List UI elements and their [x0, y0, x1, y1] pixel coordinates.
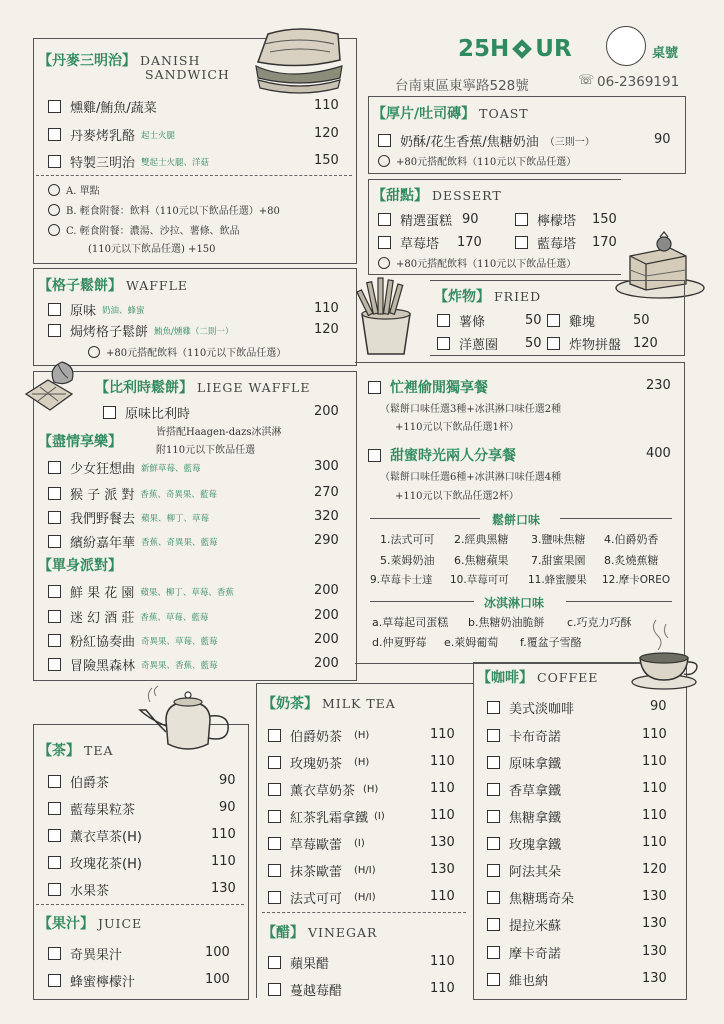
radio[interactable] [48, 224, 60, 236]
checkbox[interactable] [48, 461, 61, 474]
checkbox[interactable] [48, 100, 61, 113]
checkbox[interactable] [368, 381, 381, 394]
price: 230 [646, 378, 671, 393]
phone: 06-2369191 [597, 74, 680, 90]
list-item[interactable]: 伯爵茶 [48, 772, 109, 791]
list-item[interactable]: 少女狂想曲 新鮮草莓、藍莓 [48, 458, 201, 477]
juice-title: 【果汁】 JUICE [38, 916, 143, 932]
flavor-item: 3.鹽味焦糖 [531, 533, 586, 546]
toast-title: 【厚片/吐司磚】 TOAST [372, 106, 529, 122]
price: 130 [642, 944, 667, 959]
price: 110 [430, 808, 455, 823]
list-item[interactable]: 迷 幻 酒 莊 香蕉、草莓、藍莓 [48, 607, 208, 626]
checkbox[interactable] [487, 701, 500, 714]
option-item[interactable]: +80元搭配飲料（110元以下飲品任選） [378, 153, 576, 168]
list-item[interactable]: 鮮 果 花 園 蘋果、柳丁、草莓、香蕉 [48, 582, 234, 601]
checkbox[interactable] [487, 918, 500, 931]
price: 110 [430, 889, 455, 904]
price: 90 [650, 699, 667, 714]
checkbox[interactable] [48, 634, 61, 647]
divider [36, 175, 352, 176]
list-item[interactable]: 丹麥烤乳酪 起士火腿 [48, 125, 175, 144]
set-meal-1[interactable]: 忙裡偷閒獨享餐 [368, 377, 488, 397]
price: 130 [642, 971, 667, 986]
flavor-item: 9.草莓卡士達 [370, 574, 433, 586]
address: 台南東區東寧路528號 [395, 78, 529, 94]
list-item[interactable]: 蘋果醋 [268, 953, 329, 972]
flavor-item: 10.草莓可可 [450, 574, 509, 586]
price: 200 [314, 632, 339, 647]
list-item[interactable]: 洋蔥圈 50 [437, 334, 542, 353]
checkbox[interactable] [103, 406, 116, 419]
checkbox[interactable] [268, 891, 281, 904]
price: 110 [642, 781, 667, 796]
list-item[interactable]: 玫瑰花茶(H) [48, 853, 142, 872]
checkbox[interactable] [547, 314, 560, 327]
option-item[interactable]: B. 輕食附餐：飲料（110元以下飲品任選）+80 [48, 202, 280, 217]
option-note: (110元以下飲品任選) +150 [88, 244, 216, 255]
option-item[interactable]: A. 單點 [48, 182, 100, 197]
waffle-title: 【格子鬆餅】 WAFFLE [38, 278, 189, 294]
price: 110 [642, 754, 667, 769]
checkbox[interactable] [48, 610, 61, 623]
divider [262, 912, 466, 913]
price: 90 [219, 773, 236, 788]
price: 120 [314, 126, 339, 141]
checkbox[interactable] [487, 973, 500, 986]
phone-icon: ☏ [578, 73, 595, 88]
checkbox[interactable] [487, 864, 500, 877]
list-item[interactable]: 法式可可 (H/I) [268, 888, 376, 907]
option-item[interactable]: +80元搭配飲料（110元以下飲品任選） [378, 255, 576, 270]
icecream-flavors-title: 冰淇淋口味 [484, 596, 545, 610]
price: 200 [314, 404, 339, 419]
diamond-logo-icon [510, 37, 534, 61]
list-item[interactable]: 薰衣草奶茶 (H) [268, 780, 378, 799]
liege-note-1: 皆搭配Haagen-dazs冰淇淋 [156, 427, 282, 438]
set-meal-2[interactable]: 甜蜜時光兩人分享餐 [368, 445, 516, 465]
list-item[interactable]: 伯爵奶茶 (H) [268, 726, 369, 745]
checkbox[interactable] [268, 983, 281, 996]
list-item[interactable]: 玫瑰奶茶 (H) [268, 753, 369, 772]
list-item[interactable]: 繽紛嘉年華 香蕉、奇異果、藍莓 [48, 532, 218, 551]
price: 200 [314, 608, 339, 623]
list-item[interactable]: 原味比利時 [103, 403, 190, 422]
list-item[interactable]: 藍莓塔 170 [515, 233, 617, 252]
set-meal-2-desc-2: +110元以下飲品任選2杯） [395, 491, 519, 502]
list-item[interactable]: 粉紅協奏曲 奇異果、草莓、藍莓 [48, 631, 218, 650]
checkbox[interactable] [547, 337, 560, 350]
table-label: 桌號 [652, 46, 679, 61]
flavor-item: a.草莓起司蛋糕 [372, 616, 449, 629]
dessert-title: 【甜點】 DESSERT [372, 188, 502, 204]
price: 90 [219, 800, 236, 815]
flavor-item: 12.摩卡OREO [602, 574, 671, 586]
checkbox[interactable] [268, 810, 281, 823]
price: 110 [314, 301, 339, 316]
price: 130 [642, 889, 667, 904]
price: 110 [642, 808, 667, 823]
price: 110 [430, 754, 455, 769]
flavor-item: 11.蜂蜜腰果 [528, 574, 587, 586]
list-item[interactable]: 美式淡咖啡 [487, 698, 574, 717]
price: 120 [314, 322, 339, 337]
checkbox[interactable] [48, 802, 61, 815]
checkbox[interactable] [378, 236, 391, 249]
price: 200 [314, 656, 339, 671]
list-item[interactable]: 原味拿鐵 [487, 753, 561, 772]
price: 90 [654, 132, 671, 147]
checkbox[interactable] [487, 837, 500, 850]
radio[interactable] [378, 155, 390, 167]
checkbox[interactable] [48, 487, 61, 500]
option-item[interactable]: C. 輕食附餐：濃湯、沙拉、薯條、飲品 [48, 222, 240, 237]
list-item[interactable]: 冒險黑森林 奇異果、香蕉、藍莓 [48, 655, 218, 674]
logo: 25H UR [458, 36, 572, 62]
list-item[interactable]: 奇異果汁 [48, 944, 122, 963]
price: 130 [642, 916, 667, 931]
price: 110 [211, 854, 236, 869]
list-item[interactable]: 蜂蜜檸檬汁 [48, 971, 135, 990]
teapot-illustration [136, 682, 240, 762]
price: 130 [211, 881, 236, 896]
checkbox[interactable] [268, 756, 281, 769]
flavor-item: b.焦糖奶油脆餅 [468, 616, 545, 629]
checkbox[interactable] [48, 303, 61, 316]
price: 270 [314, 485, 339, 500]
checkbox[interactable] [48, 883, 61, 896]
list-item[interactable]: 水果茶 [48, 880, 109, 899]
checkbox[interactable] [48, 511, 61, 524]
checkbox[interactable] [487, 783, 500, 796]
flavor-item: 1.法式可可 [380, 533, 435, 546]
list-item[interactable]: 薯條 50 [437, 311, 542, 330]
checkbox[interactable] [268, 783, 281, 796]
checkbox[interactable] [515, 236, 528, 249]
checkbox[interactable] [48, 535, 61, 548]
checkbox[interactable] [268, 956, 281, 969]
checkbox[interactable] [48, 775, 61, 788]
divider [370, 518, 480, 519]
checkbox[interactable] [268, 837, 281, 850]
waffle-flavors-title: 鬆餅口味 [492, 513, 541, 527]
list-item[interactable]: 焗烤格子鬆餅 鮪魚/燻雞（二則一） [48, 321, 233, 340]
flavor-item: 5.萊姆奶油 [380, 554, 435, 567]
price: 400 [646, 446, 671, 461]
divider [566, 601, 672, 602]
price: 110 [211, 827, 236, 842]
divider [560, 518, 672, 519]
checkbox[interactable] [515, 213, 528, 226]
flavor-item: 4.伯爵奶香 [604, 533, 659, 546]
option-item[interactable]: +80元搭配飲料（110元以下飲品任選） [88, 344, 286, 359]
list-item[interactable]: 燻雞/鮪魚/蔬菜 [48, 97, 157, 116]
checkbox[interactable] [48, 155, 61, 168]
checkbox[interactable] [437, 314, 450, 327]
fried-title: 【炸物】 FRIED [434, 289, 542, 305]
list-item[interactable]: 檸檬塔 150 [515, 210, 617, 229]
checkbox[interactable] [378, 213, 391, 226]
checkbox[interactable] [48, 658, 61, 671]
divider [36, 904, 244, 905]
tea-title: 【茶】 TEA [38, 743, 114, 759]
checkbox[interactable] [48, 128, 61, 141]
checkbox[interactable] [487, 756, 500, 769]
price: 130 [430, 862, 455, 877]
radio[interactable] [48, 204, 60, 216]
set-meal-1-desc-2: +110元以下飲品任選1杯） [395, 422, 519, 433]
fries-illustration [348, 272, 424, 360]
list-item[interactable]: 薰衣草茶(H) [48, 826, 142, 845]
checkbox[interactable] [268, 864, 281, 877]
checkbox[interactable] [487, 946, 500, 959]
list-item[interactable]: 香草拿鐵 [487, 780, 561, 799]
list-item[interactable]: 玫瑰拿鐵 [487, 834, 561, 853]
list-item[interactable]: 特製三明治 雙起士火腿、洋菇 [48, 152, 209, 171]
price: 320 [314, 509, 339, 524]
checkbox[interactable] [487, 729, 500, 742]
divider [370, 601, 474, 602]
flavor-item: d.仲夏野莓 [372, 636, 427, 649]
flavor-item: 7.甜蜜果園 [531, 554, 586, 567]
flavor-item: f.覆盆子雪酪 [520, 636, 582, 649]
checkbox[interactable] [48, 324, 61, 337]
price: 120 [642, 862, 667, 877]
price: 100 [205, 945, 230, 960]
list-item[interactable]: 草莓塔 170 [378, 233, 482, 252]
table-number-circle[interactable] [606, 26, 646, 66]
checkbox[interactable] [48, 585, 61, 598]
flavor-item: 6.焦糖蘋果 [454, 554, 509, 567]
single-title: 【單身派對】 [38, 558, 122, 574]
price: 110 [642, 727, 667, 742]
price: 290 [314, 533, 339, 548]
price: 300 [314, 459, 339, 474]
set-meal-2-desc: （鬆餅口味任選6種+冰淇淋口味任選4種 [380, 472, 562, 483]
list-item[interactable]: 精選蛋糕 90 [378, 210, 479, 229]
list-item[interactable]: 猴 子 派 對 香蕉、奇異果、藍莓 [48, 484, 217, 503]
list-item[interactable]: 卡布奇諾 [487, 726, 561, 745]
price: 150 [314, 153, 339, 168]
list-item[interactable]: 焦糖瑪奇朵 [487, 888, 574, 907]
checkbox[interactable] [48, 947, 61, 960]
milktea-title: 【奶茶】 MILK TEA [262, 696, 396, 712]
list-item[interactable]: 雞塊 50 [547, 311, 650, 330]
list-item[interactable]: 維也納 [487, 970, 548, 989]
sandwich-title: 【丹麥三明治】 DANISH [38, 53, 201, 69]
list-item[interactable]: 提拉米蘇 [487, 915, 561, 934]
list-item[interactable]: 焦糖拿鐵 [487, 807, 561, 826]
set-meal-1-desc: （鬆餅口味任選3種+冰淇淋口味任選2種 [380, 404, 562, 415]
checkbox[interactable] [48, 856, 61, 869]
checkbox[interactable] [487, 810, 500, 823]
list-item[interactable]: 炸物拼盤 120 [547, 334, 658, 353]
list-item[interactable]: 原味 奶油、蜂蜜 [48, 300, 145, 319]
radio[interactable] [48, 184, 60, 196]
list-item[interactable]: 藍莓果粒茶 [48, 799, 135, 818]
price: 110 [430, 727, 455, 742]
checkbox[interactable] [48, 829, 61, 842]
list-item[interactable]: 奶酥/花生香蕉/焦糖奶油 （三則一） [378, 131, 595, 150]
liege-note-2: 附110元以下飲品任選 [156, 445, 256, 456]
flavor-item: c.巧克力巧酥 [567, 616, 632, 629]
price: 200 [314, 583, 339, 598]
vinegar-title: 【醋】 VINEGAR [262, 925, 378, 941]
flavor-item: 2.經典黑糖 [454, 533, 509, 546]
list-item[interactable]: 紅茶乳霜拿鐵 (I) [268, 807, 385, 826]
price: 110 [430, 954, 455, 969]
price: 130 [430, 835, 455, 850]
liege-title: 【比利時鬆餅】 LIEGE WAFFLE [95, 380, 311, 396]
price: 110 [430, 781, 455, 796]
coffee-cup-illustration [630, 614, 702, 692]
checkbox[interactable] [437, 337, 450, 350]
flavor-item: e.萊姆葡萄 [444, 636, 499, 649]
checkbox[interactable] [378, 134, 391, 147]
price: 110 [430, 981, 455, 996]
list-item[interactable]: 我們野餐去 蘋果、柳丁、草莓 [48, 508, 209, 527]
price: 110 [314, 98, 339, 113]
price: 110 [642, 835, 667, 850]
price: 100 [205, 972, 230, 987]
checkbox[interactable] [487, 891, 500, 904]
checkbox[interactable] [48, 974, 61, 987]
list-item[interactable]: 草莓歐蕾 (I) [268, 834, 365, 853]
sandwich-illustration [250, 22, 348, 100]
radio[interactable] [378, 257, 390, 269]
list-item[interactable]: 摩卡奇諾 [487, 943, 561, 962]
checkbox[interactable] [268, 729, 281, 742]
list-item[interactable]: 蔓越莓醋 [268, 980, 342, 999]
sandwich-title-line2: SANDWICH [145, 67, 230, 82]
flavor-item: 8.炙燒蕉糖 [604, 554, 659, 567]
coffee-title: 【咖啡】 COFFEE [477, 670, 599, 686]
enjoy-title: 【盡情享樂】 [38, 434, 122, 450]
list-item[interactable]: 阿法其朵 [487, 861, 561, 880]
waffle-illustration [18, 354, 92, 424]
list-item[interactable]: 抹茶歐蕾 (H/I) [268, 861, 376, 880]
checkbox[interactable] [368, 449, 381, 462]
